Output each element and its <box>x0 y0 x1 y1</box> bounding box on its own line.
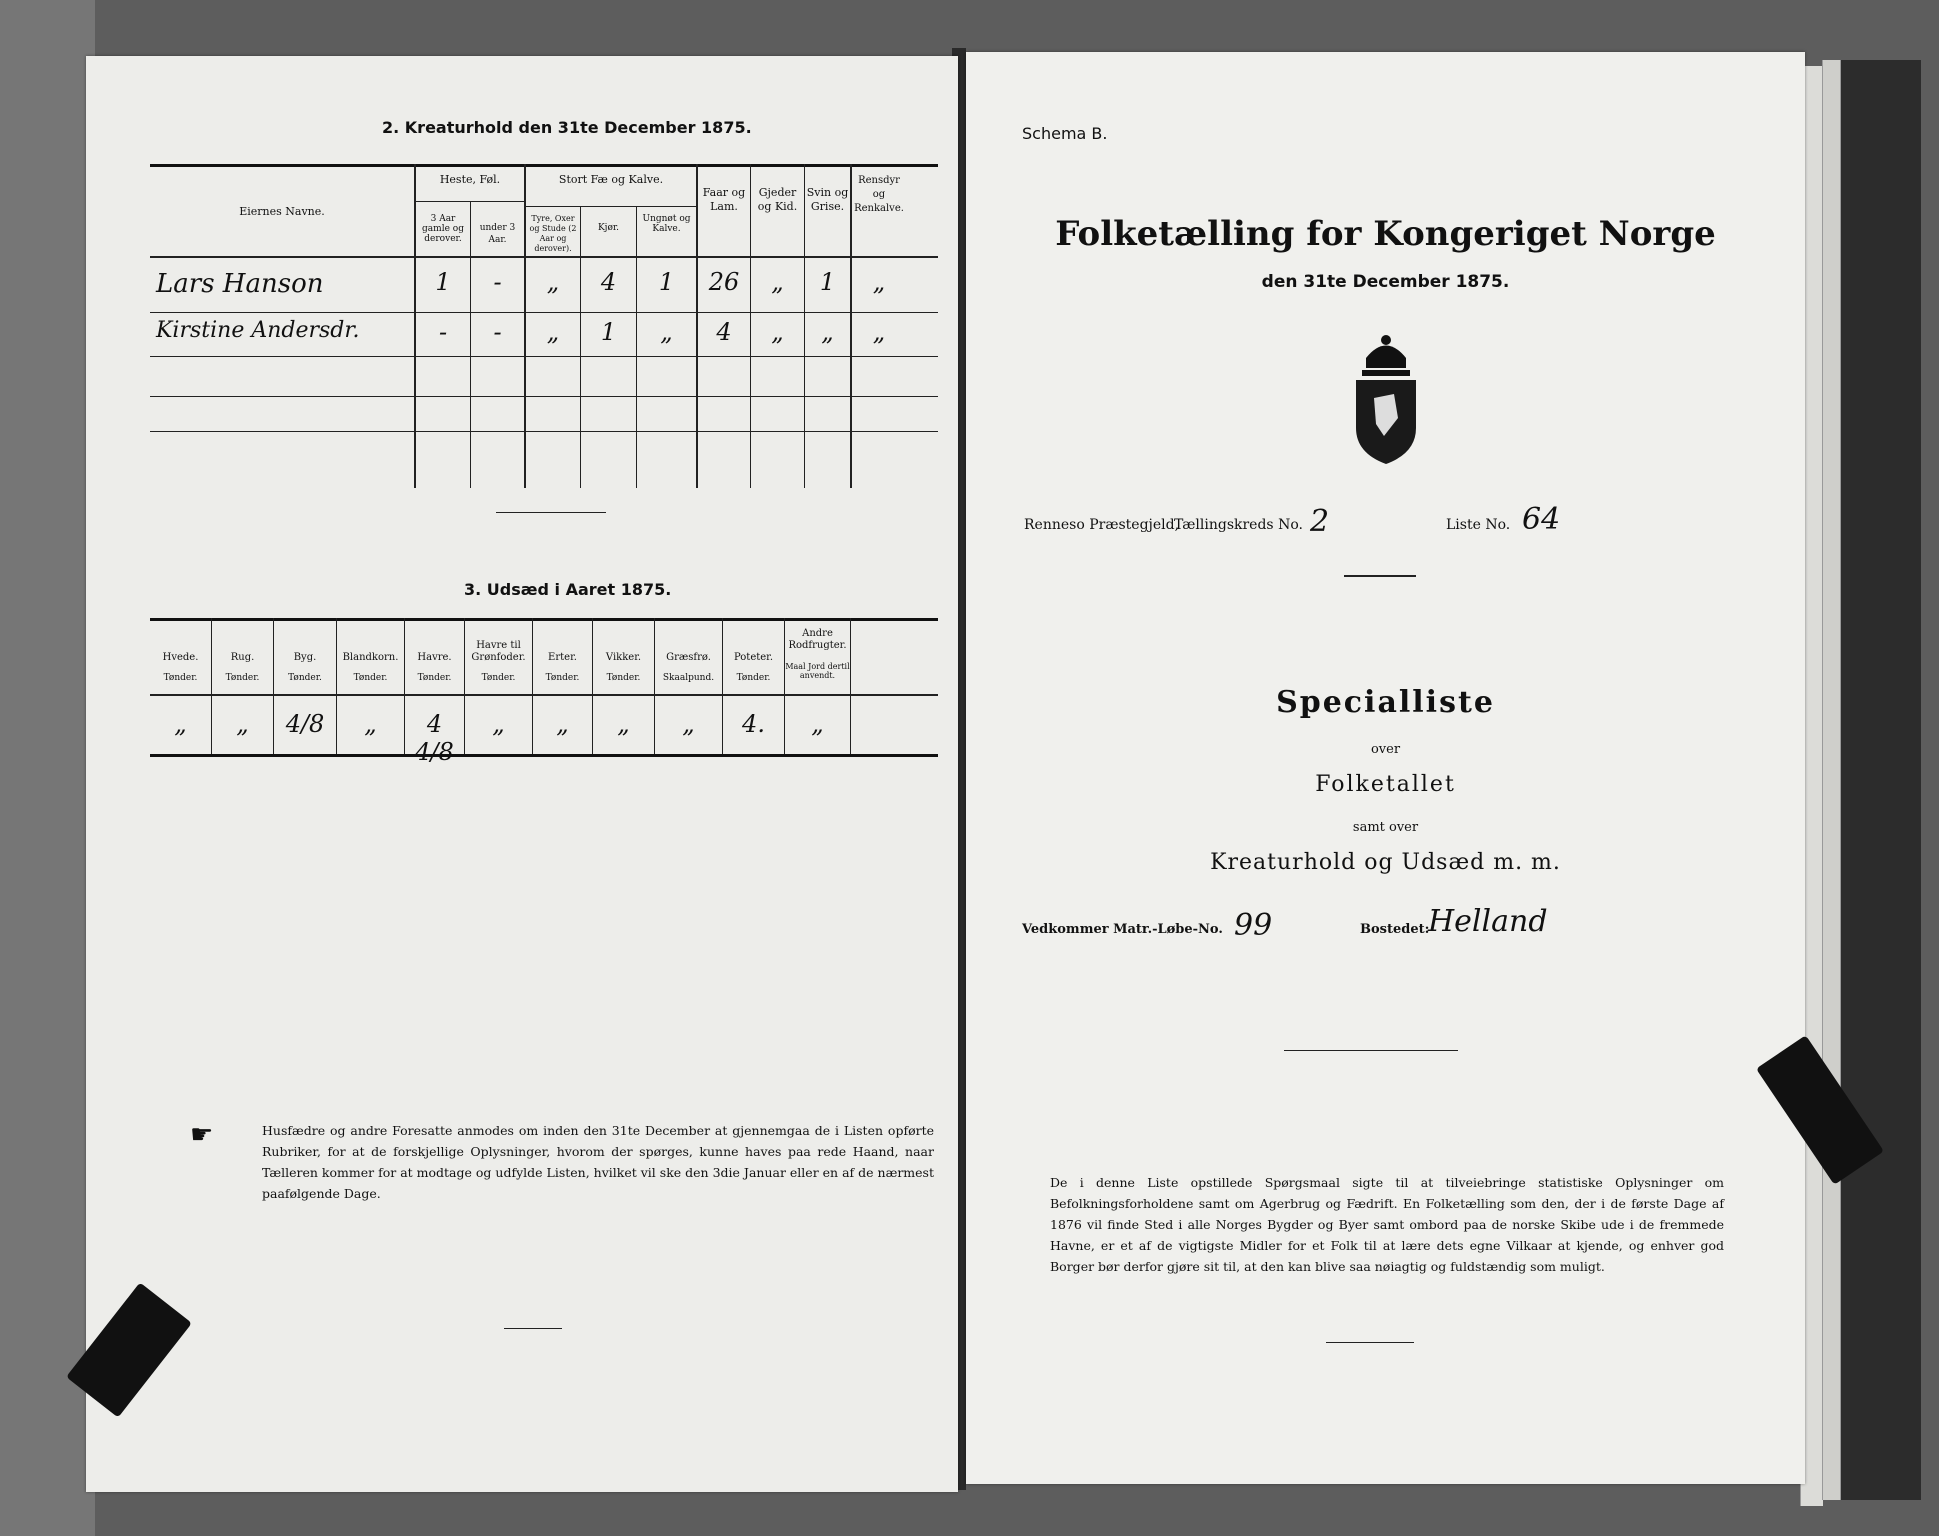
udsaed-col-header: Blandkorn. <box>342 652 399 663</box>
udsaed-col-header: Erter. <box>548 652 577 663</box>
udsaed-value: 4. <box>742 710 765 738</box>
col-header: Tyre, Oxer og Stude (2 Aar og derover). <box>529 214 577 253</box>
cell: 1 <box>600 318 617 346</box>
page-edge <box>1822 60 1841 1500</box>
divider <box>1284 1050 1458 1051</box>
cell: „ <box>546 268 560 296</box>
footer-explanation: De i denne Liste opstillede Spørgsmaal sigte til at tilveiebringe statistiske Oplysninger om Befolkningsforholdene samt om Agerbrug og Fædrift. En Folketælling som den, der i de første Dage af 1876 vil finde Sted i alle Norges Bygder og Byer samt ombord paa de norske Skibe ude i de fremmede Havne, er et af de vigtigste Midler for et Folk til at lære dets egne Vilkaar at kjende, og enhver god Borger bør derfor gjøre sit til, at den kan blive saa nøiagtig og fuldstændig som muligt. <box>1050 1175 1724 1274</box>
col-header: 3 Aar gamle og derover. <box>422 214 464 244</box>
udsaed-col-unit: Tønder. <box>417 673 452 683</box>
samt-over-text: samt over <box>1352 820 1419 835</box>
cell: 1 <box>658 268 675 296</box>
left-page <box>86 56 958 1492</box>
udsaed-value: 4 4/8 <box>415 710 454 766</box>
list-value: 64 <box>1522 502 1561 537</box>
udsaed-col-header: Vikker. <box>605 652 642 663</box>
udsaed-col-header: Havre til Grønfoder. <box>471 640 526 663</box>
bosted-value: Helland <box>1428 904 1548 939</box>
instruction-notice: Husfædre og andre Foresatte anmodes om inden den 31te December at gjennemgaa de i Listen opførte Rubriker, for at de forskjellige Oplysninger, hvorom der spørges, kunne haves paa rede Haand, naar Tælleren kommer for at modtage og udfylde Listen, hvilket vil ske den 3die Januar eller en af de nærmest paafølgende Dage. <box>262 1123 934 1201</box>
cell: 4 <box>600 268 617 296</box>
col-header: Kjør. <box>597 223 620 233</box>
cell: „ <box>660 318 673 346</box>
right-page <box>966 52 1805 1484</box>
cell: - <box>493 318 502 346</box>
udsaed-col-header: Hvede. <box>162 652 199 663</box>
udsaed-col-header: Græsfrø. <box>666 652 711 663</box>
cell: - <box>438 318 448 346</box>
form-title: Folketælling for Kongeriget Norge <box>1055 214 1716 254</box>
col-header: Ungnøt og Kalve. <box>642 214 691 234</box>
udsaed-col-header: Rug. <box>230 652 255 663</box>
udsaed-col-unit: Maal Jord dertil anvendt. <box>785 662 850 680</box>
udsaed-col-unit: Tønder. <box>353 673 388 683</box>
divider <box>496 512 606 513</box>
cell: „ <box>821 318 834 346</box>
pointing-hand-icon: ☛ <box>190 1120 214 1150</box>
district-value: 2 <box>1310 504 1330 539</box>
kreaturhold-heading: Kreaturhold og Udsæd m. m. <box>1210 850 1561 875</box>
udsaed-col-header: Poteter. <box>733 652 774 663</box>
section2-title: 2. Kreaturhold den 31te December 1875. <box>382 118 752 137</box>
col-header: Svin og Grise. <box>806 186 849 213</box>
udsaed-col-unit: Tønder. <box>736 673 771 683</box>
udsaed-value: „ <box>556 710 569 738</box>
udsaed-value: „ <box>492 710 505 738</box>
udsaed-col-unit: Tønder. <box>481 673 516 683</box>
owner-name-header: Eiernes Navne. <box>239 205 325 218</box>
matr-value: 99 <box>1234 908 1273 943</box>
heste-group-header: Heste, Føl. <box>439 173 501 186</box>
udsaed-col-unit: Skaalpund. <box>662 673 715 683</box>
cell: „ <box>771 268 784 296</box>
over-text: over <box>1370 742 1401 757</box>
cell: 26 <box>708 268 740 296</box>
cell: „ <box>872 318 886 346</box>
section3-title: 3. Udsæd i Aaret 1875. <box>464 580 672 599</box>
stort-fae-group-header: Stort Fæ og Kalve. <box>558 173 664 186</box>
col-header: Rensdyr og Renkalve. <box>854 175 904 214</box>
scan-background-left <box>0 0 95 1536</box>
parish-label: Renneso Præstegjeld, <box>1024 517 1180 533</box>
col-header: Faar og Lam. <box>702 186 746 213</box>
cell: „ <box>771 318 784 346</box>
udsaed-col-header: Byg. <box>293 652 317 663</box>
cell: 4 <box>716 318 732 346</box>
udsaed-value: 4/8 <box>285 710 325 738</box>
bosted-label: Bostedet: <box>1360 922 1430 937</box>
divider <box>504 1328 562 1329</box>
udsaed-value: „ <box>174 710 187 738</box>
specialliste-heading: Specialliste <box>1276 685 1495 720</box>
cell: 1 <box>435 268 451 296</box>
cell: „ <box>546 318 560 346</box>
udsaed-col-header: Havre. <box>417 652 452 663</box>
udsaed-value: „ <box>364 710 377 738</box>
udsaed-col-header: Andre Rodfrugter. <box>788 628 847 651</box>
col-header: under 3 Aar. <box>479 223 516 245</box>
udsaed-value: „ <box>617 710 630 738</box>
district-label: Tællingskreds No. <box>1174 517 1303 533</box>
norwegian-coat-of-arms-icon <box>1336 328 1436 468</box>
owner-name: Lars Hanson <box>156 269 324 299</box>
udsaed-col-unit: Tønder. <box>163 673 198 683</box>
form-date: den 31te December 1875. <box>1261 272 1510 292</box>
udsaed-col-unit: Tønder. <box>288 673 322 683</box>
cell: 1 <box>819 268 836 296</box>
page-edge-dark <box>1840 60 1921 1500</box>
cell: „ <box>872 268 886 296</box>
owner-name: Kirstine Andersdr. <box>156 318 360 343</box>
cell: - <box>493 268 502 296</box>
udsaed-col-unit: Tønder. <box>606 673 641 683</box>
schema-label: Schema B. <box>1022 124 1108 143</box>
divider <box>1344 575 1416 577</box>
udsaed-value: „ <box>811 710 824 738</box>
udsaed-col-unit: Tønder. <box>225 673 260 683</box>
folketallet-heading: Folketallet <box>1315 772 1456 797</box>
udsaed-value: „ <box>236 710 249 738</box>
udsaed-col-unit: Tønder. <box>545 673 580 683</box>
col-header: Gjeder og Kid. <box>757 186 798 213</box>
list-label: Liste No. <box>1446 517 1511 533</box>
divider <box>1326 1342 1414 1343</box>
matr-label: Vedkommer Matr.-Løbe-No. <box>1022 922 1223 937</box>
udsaed-value: „ <box>682 710 695 738</box>
